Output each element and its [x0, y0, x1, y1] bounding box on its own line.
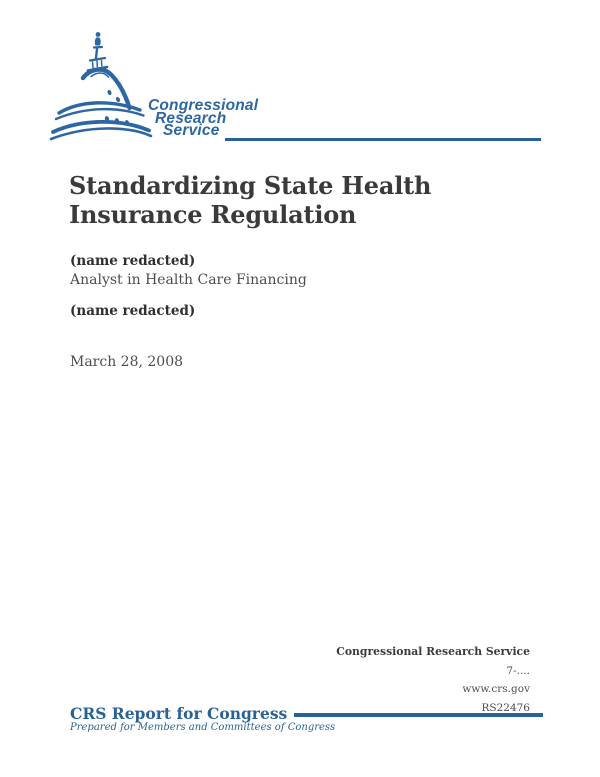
footer-rule	[294, 713, 543, 717]
footer-tagline: Prepared for Members and Committees of Congress	[70, 722, 336, 733]
footer-banner-title: CRS Report for Congress	[70, 704, 288, 723]
author-role-1: Analyst in Health Care Financing	[70, 272, 307, 288]
crs-logo-wordmark	[148, 97, 259, 140]
header-rule	[225, 138, 541, 141]
footer-org-name: Congressional Research Service	[336, 645, 530, 658]
footer-phone: 7-....	[506, 664, 530, 677]
report-title-line-1: Standardizing State Health	[69, 171, 432, 200]
logo-line-congressional: Congressional	[148, 97, 259, 114]
report-title	[69, 171, 431, 229]
footer-report-number: RS22476	[481, 701, 530, 714]
report-date: March 28, 2008	[70, 354, 184, 370]
logo-line-service: Service	[163, 122, 220, 140]
author-name-2: (name redacted)	[70, 303, 196, 319]
footer-website: www.crs.gov	[462, 683, 530, 695]
capitol-dome-icon	[46, 29, 158, 149]
logo-line-research: Research	[155, 109, 227, 127]
author-name-1: (name redacted)	[70, 253, 196, 269]
footer-banner-row	[70, 705, 543, 722]
report-title-line-2: Insurance Regulation	[69, 200, 357, 229]
